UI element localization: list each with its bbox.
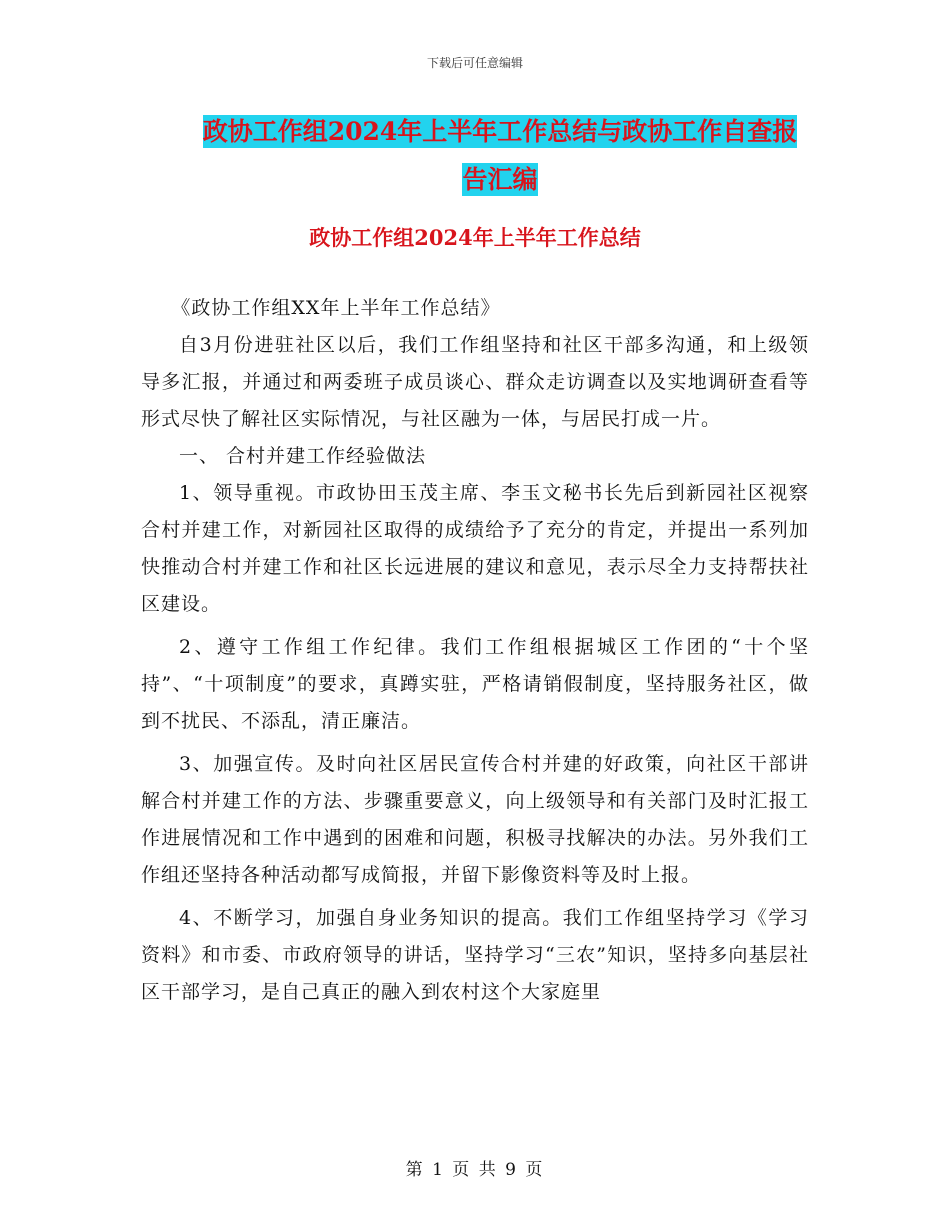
document-body bbox=[141, 290, 809, 1011]
document-title bbox=[120, 108, 880, 204]
paragraph-source: 《政协工作组XX年上半年工作总结》 bbox=[171, 297, 501, 319]
header-note: 下载后可任意编辑 bbox=[426, 56, 523, 70]
paragraph-heading-1: 一、 合村并建工作经验做法 bbox=[179, 445, 427, 467]
paragraph-item-3: 3、加强宣传。及时向社区居民宣传合村并建的好政策，向社区干部讲解合村并建工作的方法、步骤重要意义，向上级领导和有关部门及时汇报工作进展情况和工作中遇到的困难和问题，积极寻找解决的办法。另外我们工作组还坚持各种活动都写成简报，并留下影像资料等及时上报。 bbox=[141, 753, 809, 886]
paragraph-intro: 自3月份进驻社区以后，我们工作组坚持和社区干部多沟通，和上级领导多汇报，并通过和两委班子成员谈心、群众走访调查以及实地调研查看等形式尽快了解社区实际情况，与社区融为一体，与居民打成一片。 bbox=[141, 334, 809, 430]
title-line-2: 告汇编 bbox=[462, 165, 538, 194]
paragraph-item-4: 4、不断学习，加强自身业务知识的提高。我们工作组坚持学习《学习资料》和市委、市政府领导的讲话，坚持学习“三农”知识，坚持多向基层社区干部学习，是自己真正的融入到农村这个大家庭里 bbox=[141, 907, 809, 1003]
page-footer: 第 1 页 共 9 页 bbox=[405, 1160, 545, 1180]
paragraph-item-2: 2、遵守工作组工作纪律。我们工作组根据城区工作团的“十个坚持”、“十项制度”的要求，真蹲实驻，严格请销假制度，坚持服务社区，做到不扰民、不添乱，清正廉洁。 bbox=[141, 636, 809, 732]
paragraph-item-1: 1、领导重视。市政协田玉茂主席、李玉文秘书长先后到新园社区视察合村并建工作，对新园社区取得的成绩给予了充分的肯定，并提出一系列加快推动合村并建工作和社区长远进展的建议和意见，表示尽全力支持帮扶社区建设。 bbox=[141, 482, 809, 615]
title-line-1: 政协工作组2024年上半年工作总结与政协工作自查报 bbox=[202, 117, 798, 146]
section-title: 政协工作组2024年上半年工作总结 bbox=[309, 225, 641, 250]
